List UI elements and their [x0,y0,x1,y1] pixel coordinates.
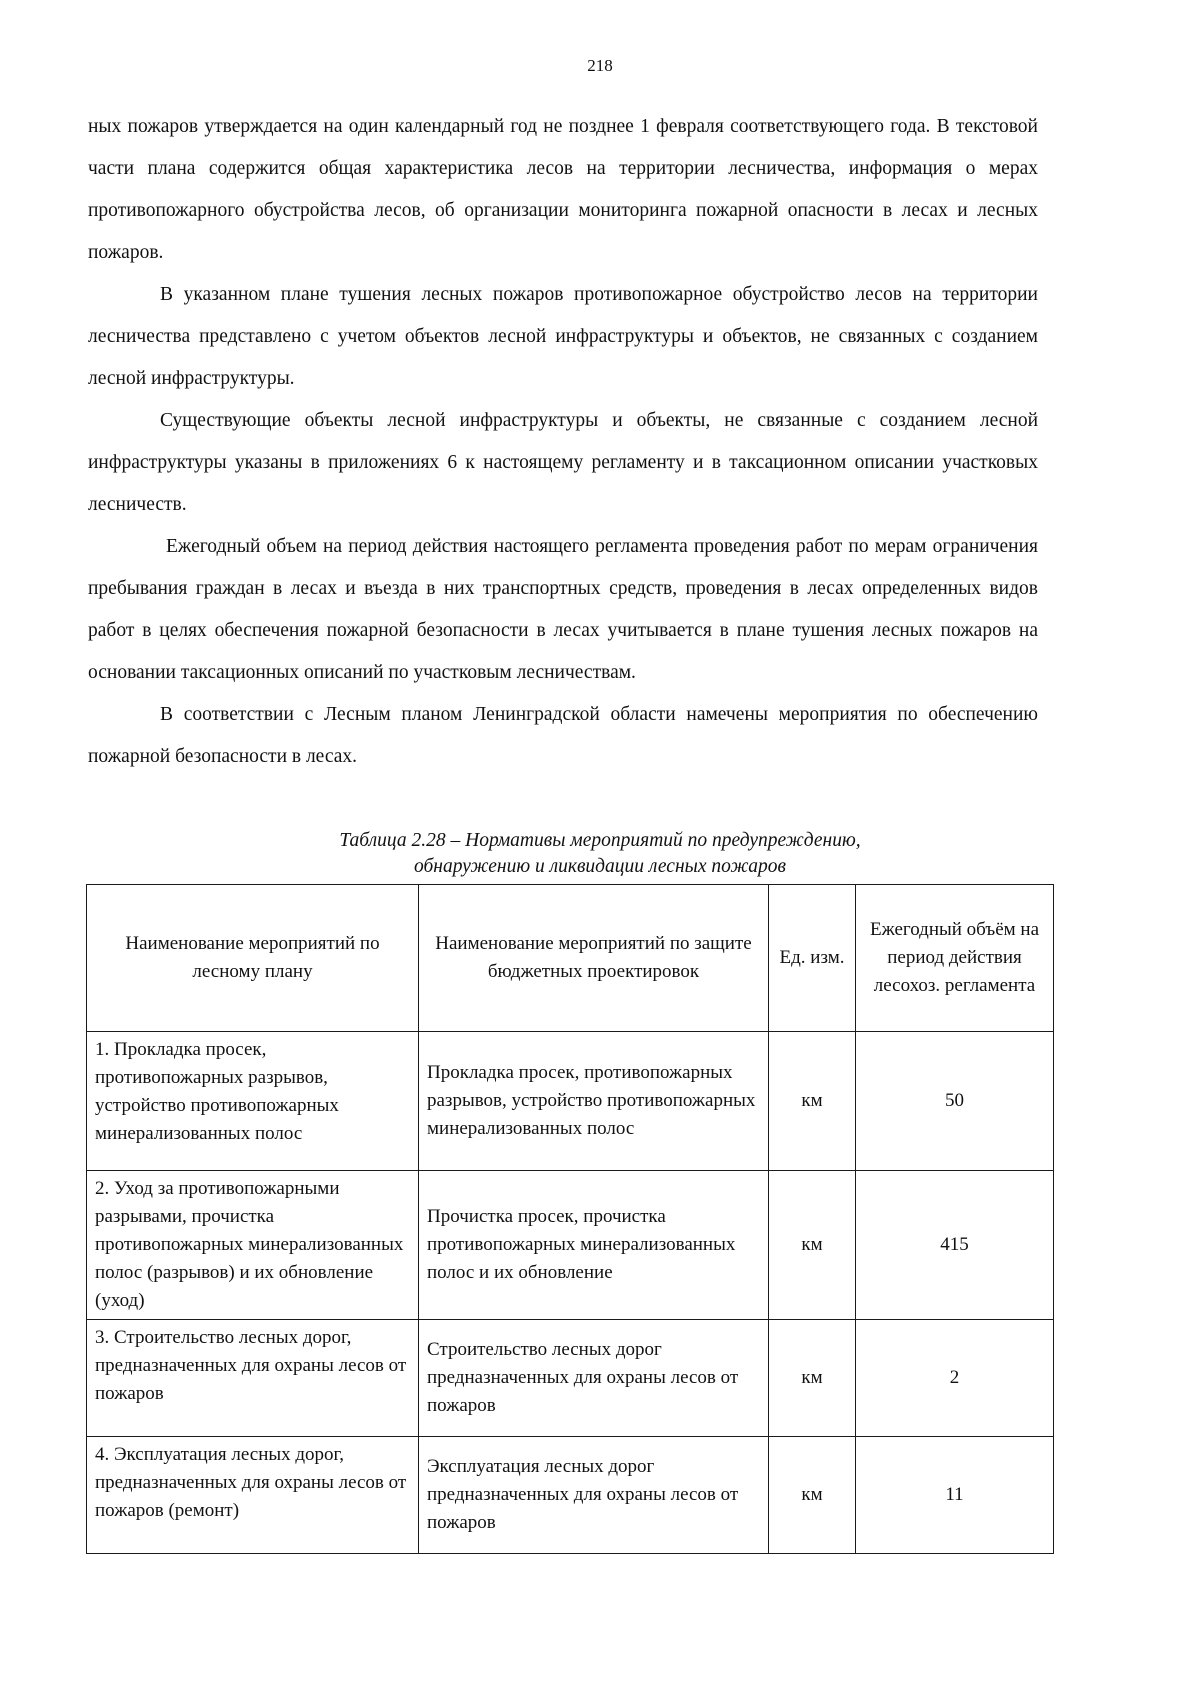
cell-volume: 2 [856,1320,1054,1437]
header-budget-measures: Наименование мероприятий по защите бюджетных проектировок [419,885,769,1032]
cell-volume: 11 [856,1437,1054,1554]
paragraph-forest-plan: В соответствии с Лесным планом Ленинградской области намечены мероприятия по обеспечению пожарной безопасности в лесах. [88,704,1038,767]
cell-volume: 415 [856,1171,1054,1320]
table-caption-line-1: Таблица 2.28 – Нормативы мероприятий по предупреждению, [339,830,861,851]
paragraph-existing-objects: Существующие объекты лесной инфраструктуры и объекты, не связанные с созданием лесной инфраструктуры указаны в приложениях 6 к настоящему регламенту и в таксационном описании участковых лесничеств. [88,410,1038,515]
cell-budget-measure: Эксплуатация лесных дорог предназначенных для охраны лесов от пожаров [419,1437,769,1554]
table-row [87,1171,1054,1320]
table-row [87,1320,1054,1437]
table-row [87,1032,1054,1171]
cell-budget-measure: Строительство лесных дорог предназначенных для охраны лесов от пожаров [419,1320,769,1437]
cell-budget-measure: Прокладка просек, противопожарных разрывов, устройство противопожарных минерализованных полос [419,1032,769,1171]
cell-budget-measure: Прочистка просек, прочистка противопожарных минерализованных полос и их обновление [419,1171,769,1320]
table-caption-line-2: обнаружению и ликвидации лесных пожаров [414,856,786,877]
fire-measures-table [86,884,1054,1554]
cell-unit: км [769,1437,856,1554]
cell-plan-measure: 4. Эксплуатация лесных дорог, предназначенных для охраны лесов от пожаров (ремонт) [87,1437,419,1554]
paragraph-continuation: ных пожаров утверждается на один календарный год не позднее 1 февраля соответствующего года. В текстовой части плана содержится общая характеристика лесов на территории лесничества, информация о мерах противопожарного обустройства лесов, об организации мониторинга пожарной опасности в лесах и лесных пожаров. [88,116,1038,263]
table-row [87,1437,1054,1554]
header-unit: Ед. изм. [769,885,856,1032]
cell-unit: км [769,1320,856,1437]
header-plan-measures: Наименование мероприятий по лесному плану [87,885,419,1032]
cell-plan-measure: 1. Прокладка просек, противопожарных разрывов, устройство противопожарных минерализованных полос [87,1032,419,1171]
cell-plan-measure: 2. Уход за противопожарными разрывами, прочистка противопожарных минерализованных полос (разрывов) и их обновление (уход) [87,1171,419,1320]
paragraph-fire-plan: В указанном плане тушения лесных пожаров противопожарное обустройство лесов на территории лесничества представлено с учетом объектов лесной инфраструктуры и объектов, не связанных с созданием лесной инфраструктуры. [88,284,1038,389]
header-annual-volume: Ежегодный объём на период действия лесохоз. регламента [856,885,1054,1032]
paragraph-annual-volume: Ежегодный объем на период действия настоящего регламента проведения работ по мерам ограничения пребывания граждан в лесах и въезда в них транспортных средств, проведения в лесах определенных видов работ в целях обеспечения пожарной безопасности в лесах учитывается в плане тушения лесных пожаров на основании таксационных описаний по участковым лесничествам. [88,536,1038,683]
table-caption [0,828,1200,880]
cell-unit: км [769,1032,856,1171]
cell-volume: 50 [856,1032,1054,1171]
page-number: 218 [587,56,613,75]
body-text [88,106,1038,778]
table-header-row [87,885,1054,1032]
cell-plan-measure: 3. Строительство лесных дорог, предназначенных для охраны лесов от пожаров [87,1320,419,1437]
cell-unit: км [769,1171,856,1320]
